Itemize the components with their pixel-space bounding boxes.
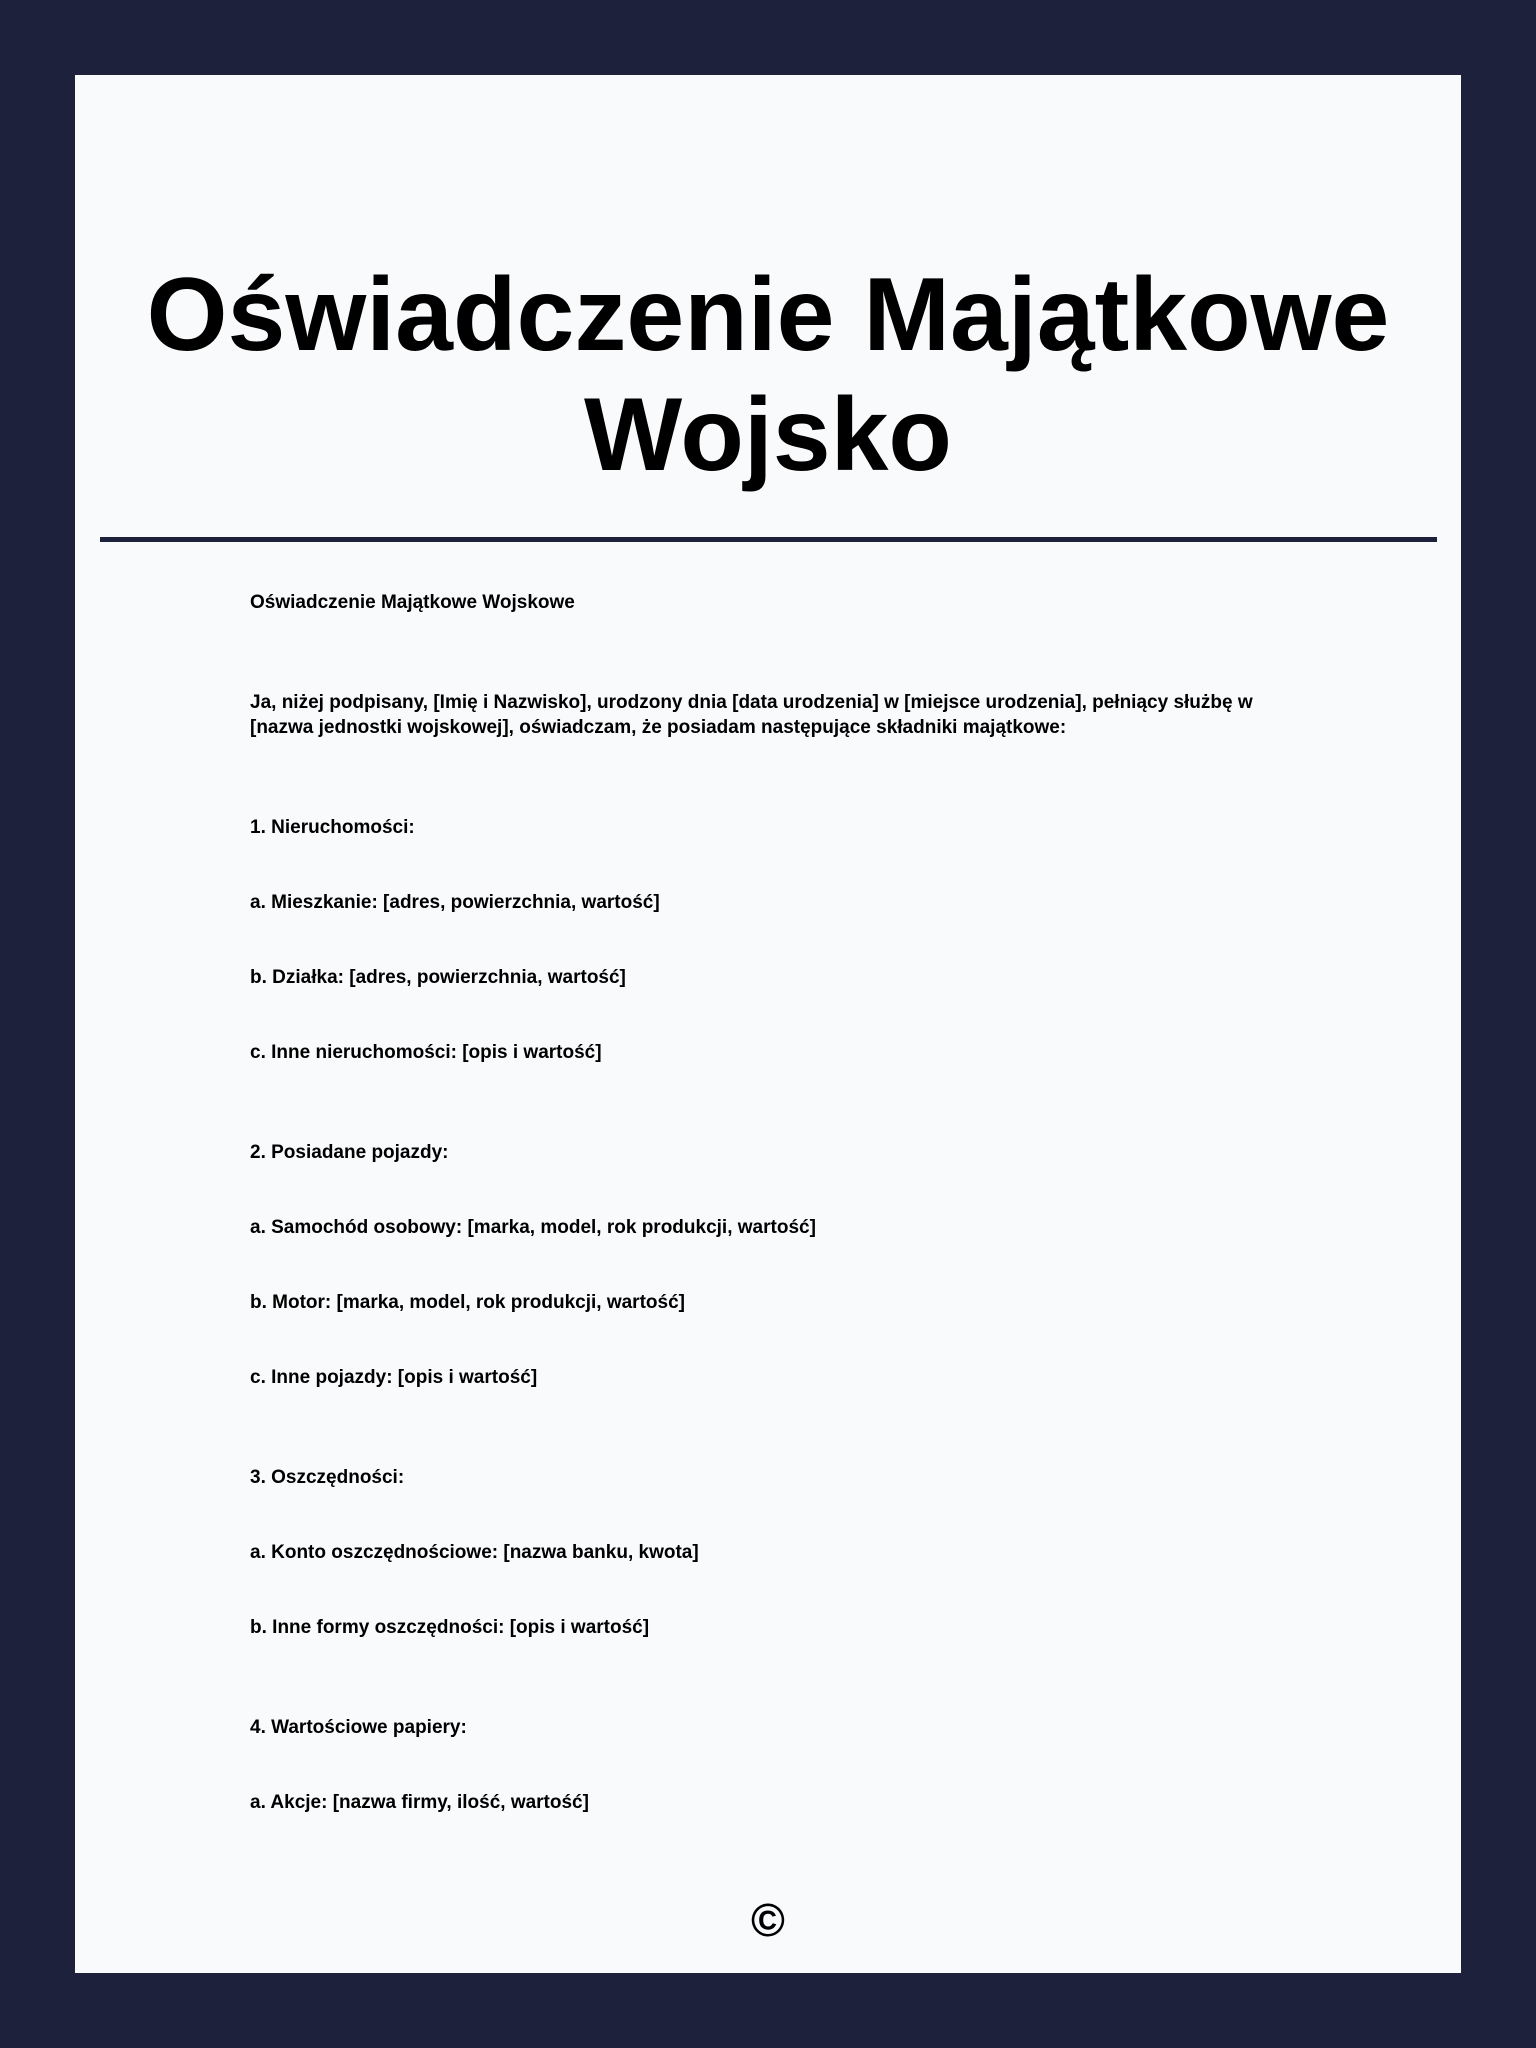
document-heading: Oświadczenie Majątkowe Wojskowe xyxy=(250,592,575,613)
list-item: b. Działka: [adres, powierzchnia, wartość] xyxy=(250,967,626,988)
list-item: a. Konto oszczędnościowe: [nazwa banku, kwota] xyxy=(250,1542,699,1563)
section-title-real-estate: 1. Nieruchomości: xyxy=(250,817,415,838)
section-title-savings: 3. Oszczędności: xyxy=(250,1467,405,1488)
list-item: a. Akcje: [nazwa firmy, ilość, wartość] xyxy=(250,1792,589,1813)
list-item: b. Motor: [marka, model, rok produkcji, wartość] xyxy=(250,1292,685,1313)
list-item: a. Samochód osobowy: [marka, model, rok produkcji, wartość] xyxy=(250,1217,816,1238)
copyright-symbol: © xyxy=(751,1894,785,1946)
intro-paragraph: Ja, niżej podpisany, [Imię i Nazwisko], urodzony dnia [data urodzenia] w [miejsce urodzenia], pełniący służbę w [nazwa jednostki wojskowej], oświadczam, że posiadam następujące składniki majątkowe: xyxy=(250,692,1253,738)
list-item: a. Mieszkanie: [adres, powierzchnia, wartość] xyxy=(250,892,660,913)
list-item: c. Inne pojazdy: [opis i wartość] xyxy=(250,1367,538,1388)
section-title-vehicles: 2. Posiadane pojazdy: xyxy=(250,1142,449,1163)
title-divider xyxy=(100,537,1437,542)
list-item: c. Inne nieruchomości: [opis i wartość] xyxy=(250,1042,602,1063)
document-page xyxy=(75,75,1461,1973)
document-title xyxy=(75,255,1461,495)
document-title-line-2: Wojsko xyxy=(584,377,952,493)
section-title-securities: 4. Wartościowe papiery: xyxy=(250,1717,467,1738)
list-item: b. Inne formy oszczędności: [opis i wartość] xyxy=(250,1617,650,1638)
document-title-line-1: Oświadczenie Majątkowe xyxy=(146,257,1390,373)
